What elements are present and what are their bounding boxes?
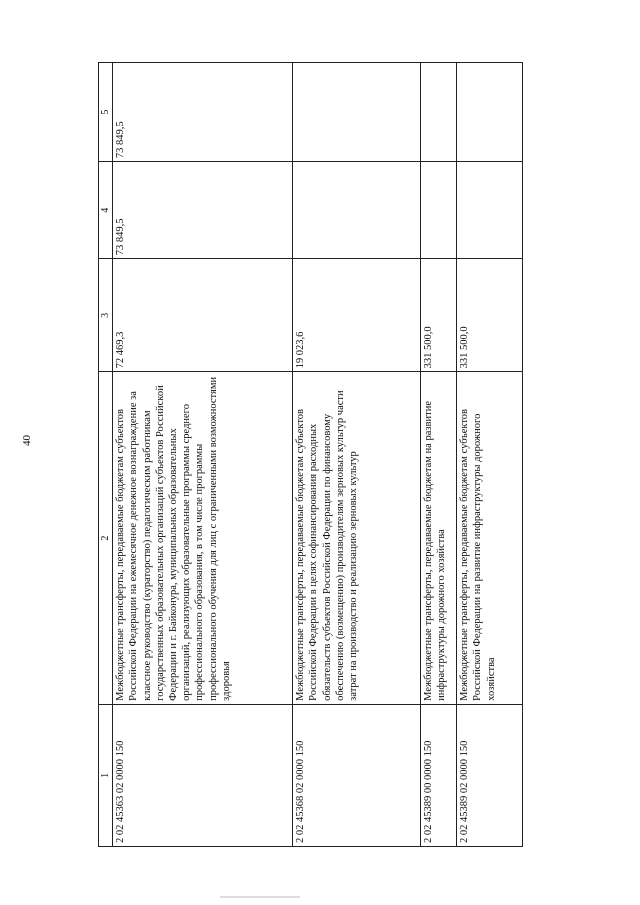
row-value-col5: [293, 63, 421, 162]
header-col-2: 2: [99, 372, 113, 704]
row-description: Межбюджетные трансферты, передаваемые бюджетам субъектов Российской Федерации на ежемесячное денежное вознаграждение за классное руководство (кураторство) педагогическим работникам государственных образовательных организаций субъектов Российской Федерации и г. Байконура, муниципальных образовательных организаций, реализующих образовательные программы среднего профессионального образования, в том числе программы профессионального обучения для лиц с ограниченными возможностями здоровья: [113, 372, 293, 704]
row-code: 2 02 45368 02 0000 150: [293, 704, 421, 846]
row-code: 2 02 45389 02 0000 150: [457, 704, 523, 846]
row-value-col4: [421, 162, 457, 259]
header-col-1: 1: [99, 704, 113, 846]
row-description: Межбюджетные трансферты, передаваемые бюджетам субъектов Российской Федерации в целях софинансирования расходных обязательств субъектов Российской Федерации по финансовому обеспечению (возмещению) производителям зерновых культур части затрат на производство и реализацию зерновых культур: [293, 372, 421, 704]
row-value-col4: [457, 162, 523, 259]
table-row: [421, 63, 457, 847]
page-number: 40: [21, 435, 33, 446]
header-col-5: 5: [99, 63, 113, 162]
row-code: 2 02 45389 00 0000 150: [421, 704, 457, 846]
table-row: [293, 63, 421, 847]
row-value-col5: 73 849,5: [113, 63, 293, 162]
row-value-col4: 73 849,5: [113, 162, 293, 259]
row-description: Межбюджетные трансферты, передаваемые бюджетам на развитие инфраструктуры дорожного хозяйства: [421, 372, 457, 704]
row-code: 2 02 45363 02 0000 150: [113, 704, 293, 846]
row-value-col3: 331 500,0: [457, 259, 523, 372]
table-row: [113, 63, 293, 847]
header-col-4: 4: [99, 162, 113, 259]
row-value-col3: 72 469,3: [113, 259, 293, 372]
row-value-col5: [457, 63, 523, 162]
row-value-col3: 331 500,0: [421, 259, 457, 372]
header-row: [99, 63, 113, 847]
table-row: [457, 63, 523, 847]
row-value-col5: [421, 63, 457, 162]
row-value-col4: [293, 162, 421, 259]
budget-table: [98, 62, 523, 847]
row-value-col3: 19 023,6: [293, 259, 421, 372]
header-col-3: 3: [99, 259, 113, 372]
rotated-table-wrapper: [98, 62, 523, 847]
page-edge-artifact: [220, 896, 300, 898]
row-description: Межбюджетные трансферты, передаваемые бюджетам субъектов Российской Федерации на развитие инфраструктуры дорожного хозяйства: [457, 372, 523, 704]
